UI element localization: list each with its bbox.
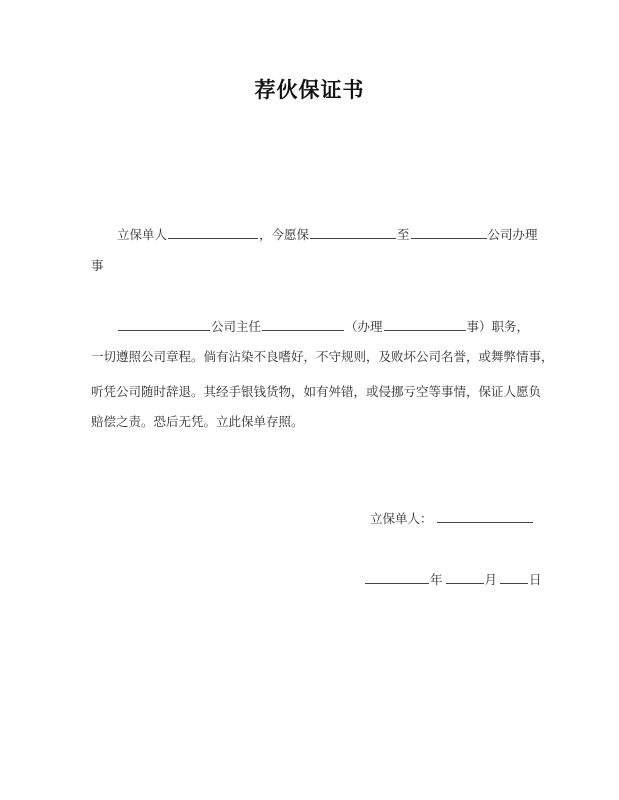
recommended-person-blank[interactable]	[310, 226, 396, 239]
signature-label: 立保单人：	[370, 511, 433, 526]
guarantor-label: 立保单人	[117, 227, 168, 242]
date-line	[364, 571, 542, 588]
matter-blank[interactable]	[384, 318, 466, 331]
day-blank[interactable]	[500, 571, 528, 584]
paragraph2-line3: 听凭公司随时辞退。其经手银钱货物，如有舛错，或侵挪亏空等事情，保证人愿负	[91, 384, 542, 399]
signature-blank[interactable]	[437, 510, 533, 523]
company-blank[interactable]	[118, 318, 210, 331]
paragraph2-line2: 一切遵照公司章程。倘有沾染不良嗜好，不守规则，及败坏公司名誉，或舞弊情事，	[91, 349, 554, 364]
company-handle-text: 公司办理	[487, 227, 538, 242]
year-blank[interactable]	[365, 571, 429, 584]
paragraph2-line4: 赔偿之责。恐后无凭。立此保单存照。	[91, 414, 304, 429]
guarantor-name-blank[interactable]	[168, 226, 258, 239]
signature-line	[370, 510, 534, 527]
supervisor-name-blank[interactable]	[262, 318, 344, 331]
recommend-text: ，今愿保	[259, 227, 310, 242]
paragraph1-line2: 事	[91, 258, 104, 273]
to-text: 至	[397, 227, 410, 242]
document-title: 荐伙保证书	[254, 78, 365, 102]
year-label: 年	[430, 572, 443, 587]
company-name-blank[interactable]	[411, 226, 487, 239]
duty-text: 事）职务，	[466, 319, 530, 334]
paragraph2-line1	[117, 318, 529, 335]
supervisor-text: 公司主任	[211, 319, 262, 334]
paragraph1-line1	[117, 226, 538, 243]
month-label: 月	[484, 572, 498, 587]
handle-text: （办理	[345, 319, 383, 334]
day-label: 日	[529, 572, 542, 587]
month-blank[interactable]	[446, 571, 484, 584]
